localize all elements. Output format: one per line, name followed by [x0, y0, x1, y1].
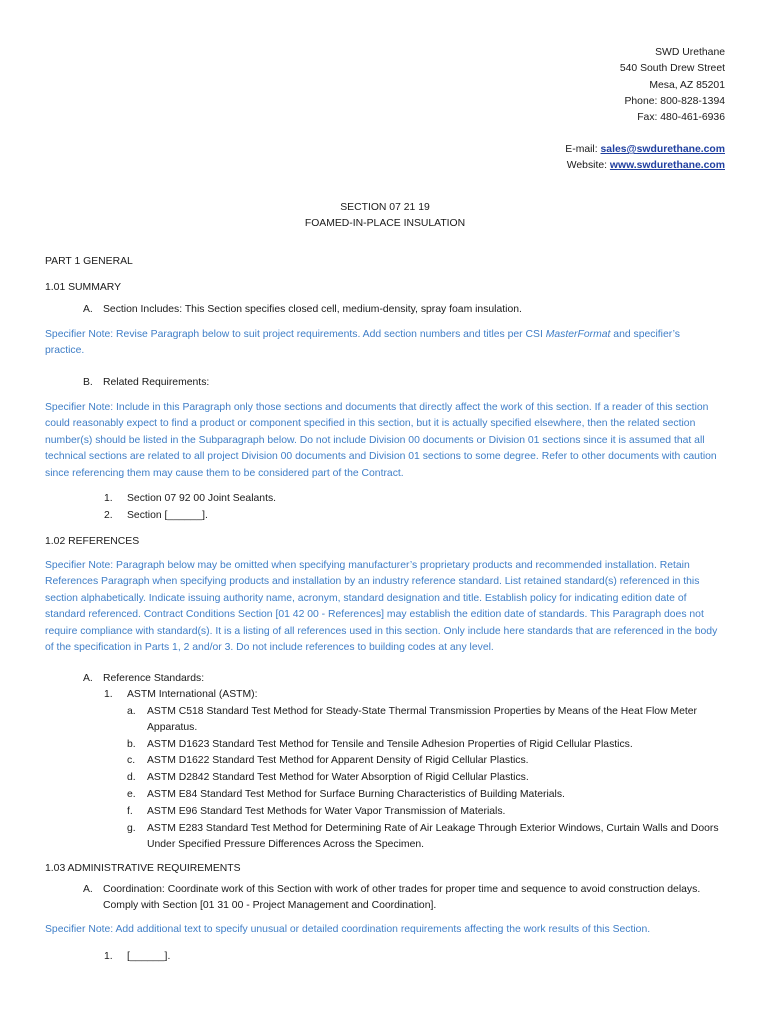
astm-label: 1.: [104, 689, 113, 700]
company-phone: Phone: 800-828-1394: [624, 96, 725, 107]
coordination-label: A.: [83, 884, 93, 895]
ref-standards-label: A.: [83, 673, 93, 684]
coordination-item-1-label: 1.: [104, 951, 113, 962]
standard-d-text: ASTM D2842 Standard Test Method for Water Absorption of Rigid Cellular Plastics.: [147, 772, 529, 783]
standard-a-label: a.: [127, 706, 136, 717]
company-fax: Fax: 480-461-6936: [637, 112, 725, 123]
part1-heading: PART 1 GENERAL: [45, 256, 133, 267]
standard-b-label: b.: [127, 739, 136, 750]
specifier-note-related: Specifier Note: Include in this Paragraph only those sections and documents that directly affect the work of this section. If a reader of this section could reasonably expect to find a product or component specified in this section, but it is actually specified elsewhere, then the related section number(s) should be listed in the Subparagraph below. Do not include Division 00 documents or Division 01 sections since it is assumed that all technical sections are related to all project Division 00 documents and Division 01 sections to some degree. Refer to other documents with caution since referencing them may cause them to be considered part of the Contract.: [45, 402, 717, 479]
standard-f-label: f.: [127, 806, 133, 817]
ref-standards-text: Reference Standards:: [103, 673, 205, 684]
summary-b-text: Related Requirements:: [103, 377, 210, 388]
website-link[interactable]: www.swdurethane.com: [609, 160, 725, 171]
related-item-1-text: Section 07 92 00 Joint Sealants.: [127, 493, 277, 504]
summary-b-label: B.: [83, 377, 93, 388]
company-name: SWD Urethane: [655, 47, 725, 58]
company-website-line: [567, 158, 725, 174]
website-label: Website:: [566, 160, 610, 171]
standard-d-label: d.: [127, 772, 136, 783]
references-heading: 1.02 REFERENCES: [45, 536, 140, 547]
note-text: Specifier Note: Revise Paragraph below to suit project requirements. Add section numbers and titles per CSI: [45, 329, 546, 340]
standard-e-label: e.: [127, 789, 136, 800]
related-item-2-label: 2.: [104, 510, 113, 521]
specifier-note-summary: [45, 327, 717, 360]
summary-a-label: A.: [83, 304, 93, 315]
standard-g-text: ASTM E283 Standard Test Method for Determining Rate of Air Leakage Through Exterior Windows, Curtain Walls and Doors Under Specified Pressure Differences Across the Specimen.: [147, 823, 719, 851]
specifier-note-references: Specifier Note: Paragraph below may be omitted when specifying manufacturer’s proprietary products and recommended installation. Retain References Paragraph when specifying products and installation by an industry reference standard. List retained standard(s) referenced in this section alphabetically. Indicate issuing authority name, acronym, standard designation and title. Establish policy for indicating edition date of standard referenced. Contract Conditions Section [01 42 00 - References] may establish the edition date of standards. This Paragraph does not require compliance with standard(s). It is a listing of all references used in this section. Only include here standards that are referenced in the body of the specification in Parts 1, 2 and/or 3. Do not include references to building codes at any level.: [45, 560, 718, 654]
summary-a-text: Section Includes: This Section specifies closed cell, medium-density, spray foam insulation.: [103, 304, 522, 315]
company-city: Mesa, AZ 85201: [649, 80, 725, 91]
standard-e-text: ASTM E84 Standard Test Method for Surface Burning Characteristics of Building Materials.: [147, 789, 565, 800]
related-item-2-text: Section [______].: [127, 510, 208, 521]
company-email-line: [565, 142, 725, 158]
standard-c-text: ASTM D1622 Standard Test Method for Apparent Density of Rigid Cellular Plastics.: [147, 755, 529, 766]
note-text-end: and specifier’s practice.: [45, 329, 680, 357]
summary-heading: 1.01 SUMMARY: [45, 282, 122, 293]
standard-f-text: ASTM E96 Standard Test Methods for Water Vapor Transmission of Materials.: [147, 806, 506, 817]
specifier-note-coordination: Specifier Note: Add additional text to specify unusual or detailed coordination requirements affecting the work results of this Section.: [45, 924, 651, 935]
standard-a-text: ASTM C518 Standard Test Method for Steady-State Thermal Transmission Properties by Means of the Heat Flow Meter Apparatus.: [147, 706, 697, 734]
standard-g-label: g.: [127, 823, 136, 834]
section-title: FOAMED-IN-PLACE INSULATION: [304, 218, 466, 229]
astm-text: ASTM International (ASTM):: [127, 689, 258, 700]
coordination-item-1-text: [______].: [127, 951, 171, 962]
coordination-text: Coordination: Coordinate work of this Section with work of other trades for proper time and sequence to avoid construction delays. Comply with Section [01 31 00 - Project Management and Coordination].: [103, 884, 701, 912]
company-street: 540 South Drew Street: [619, 63, 725, 74]
standard-c-label: c.: [127, 755, 136, 766]
email-label: E-mail:: [565, 144, 601, 155]
admin-heading: 1.03 ADMINISTRATIVE REQUIREMENTS: [45, 863, 241, 874]
section-number: SECTION 07 21 19: [340, 202, 430, 213]
related-item-1-label: 1.: [104, 493, 113, 504]
email-link[interactable]: sales@swdurethane.com: [600, 144, 725, 155]
standard-b-text: ASTM D1623 Standard Test Method for Tensile and Tensile Adhesion Properties of Rigid Cellular Plastics.: [147, 739, 633, 750]
note-italic: MasterFormat: [545, 329, 611, 340]
